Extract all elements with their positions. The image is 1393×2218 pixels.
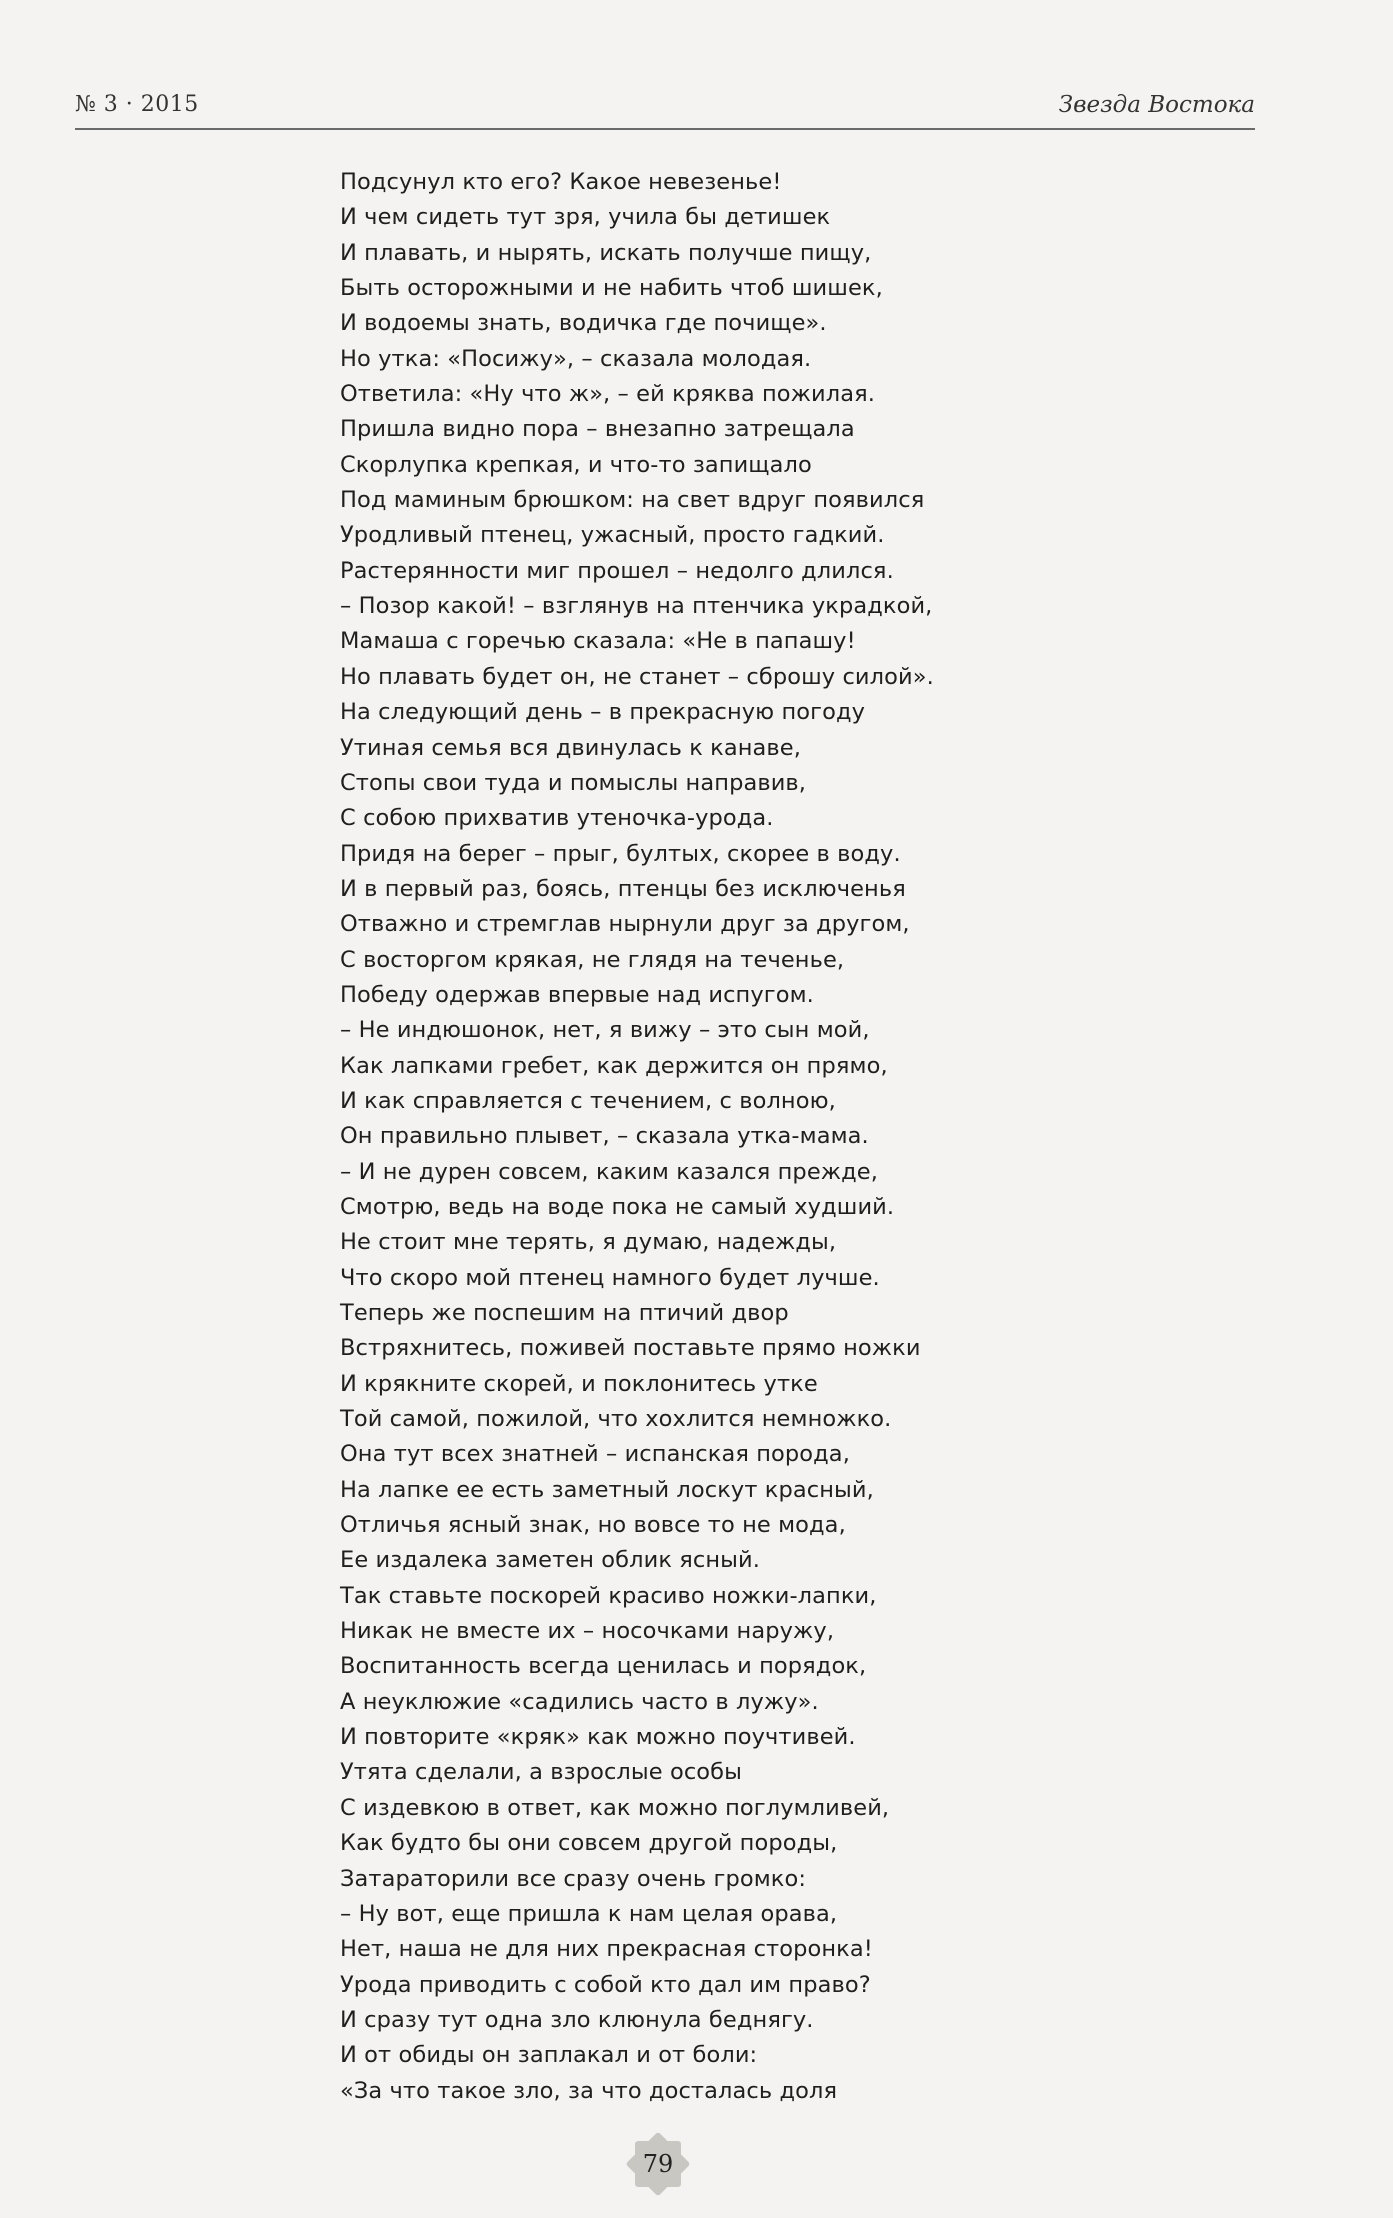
header-rule [75,128,1255,130]
poem-line: Но плавать будет он, не станет – сброшу силой». [340,663,934,690]
poem-line: Он правильно плывет, – сказала утка-мама. [340,1123,869,1150]
poem-line: На следующий день – в прекрасную погоду [340,699,866,726]
poem-line: Растерянности миг прошел – недолго длился. [340,557,894,584]
poem-text [340,165,1020,2109]
poem-line: И в первый раз, боясь, птенцы без исключенья [340,875,906,902]
page-number-badge [623,2129,693,2199]
poem-line: Затараторили все сразу очень громко: [340,1865,807,1892]
poem-line: С издевкою в ответ, как можно поглумливей, [340,1794,890,1821]
poem-line: Подсунул кто его? Какое невезенье! [340,169,782,195]
poem-line: Мамаша с горечью сказала: «Не в папашу! [340,628,856,655]
poem-line: Воспитанность всегда ценилась и порядок, [340,1653,867,1680]
poem-line: Встряхнитесь, поживей поставьте прямо ножки [340,1335,921,1362]
poem-line: Скорлупка крепкая, и что-то запищало [340,451,812,478]
poem-line: Никак не вместе их – носочками наружу, [340,1618,835,1645]
poem-line: Ее издалека заметен облик ясный. [340,1547,761,1574]
poem-line: И сразу тут одна зло клюнула беднягу. [340,2006,814,2033]
poem-line: Победу одержав впервые над испугом. [340,981,814,1008]
poem-line: – Позор какой! – взглянув на птенчика украдкой, [340,593,933,620]
poem-line: И от обиды он заплакал и от боли: [340,2042,758,2069]
poem-line: И повторите «кряк» как можно поучтивей. [340,1724,856,1751]
running-header [75,92,1255,132]
poem-line: Утиная семья вся двинулась к канаве, [340,734,801,761]
poem-line: Пришла видно пора – внезапно затрещала [340,416,855,443]
poem-line: Утята сделали, а взрослые особы [340,1759,743,1786]
poem-line: Но утка: «Посижу», – сказала молодая. [340,345,812,372]
poem-line: Придя на берег – прыг, бултых, скорее в воду. [340,840,901,867]
poem-line: Что скоро мой птенец намного будет лучше. [340,1264,880,1291]
page-number: 79 [642,2150,674,2178]
poem-line: Стопы свои туда и помыслы направив, [340,769,807,796]
poem-line: И водоемы знать, водичка где почище». [340,310,827,337]
issue-number: № 3 · 2015 [75,92,199,117]
poem-line: А неуклюжие «садились часто в лужу». [340,1688,819,1715]
poem-line: И крякните скорей, и поклонитесь утке [340,1370,818,1397]
poem-line: Отличья ясный знак, но вовсе то не мода, [340,1512,846,1539]
poem-line: На лапке ее есть заметный лоскут красный, [340,1476,874,1503]
poem-line: Отважно и стремглав нырнули друг за другом, [340,911,910,938]
poem-line: – Ну вот, еще пришла к нам целая орава, [340,1900,838,1927]
poem-line: И как справляется с течением, с волною, [340,1087,836,1114]
poem-line: Не стоит мне терять, я думаю, надежды, [340,1229,837,1256]
poem-line: – И не дурен совсем, каким казался прежде, [340,1158,878,1185]
poem-line: «За что такое зло, за что досталась доля [340,2077,838,2104]
poem-line: Под маминым брюшком: на свет вдруг появился [340,487,925,514]
poem-line: Уродливый птенец, ужасный, просто гадкий. [340,522,885,549]
poem-line: Она тут всех знатней – испанская порода, [340,1441,850,1468]
poem-line: Быть осторожными и не набить чтоб шишек, [340,275,883,302]
poem-line: С собою прихватив утеночка-урода. [340,805,774,832]
poem-line: И плавать, и нырять, искать получше пищу, [340,239,872,266]
poem-line: – Не индюшонок, нет, я вижу – это сын мой, [340,1017,870,1044]
journal-title: Звезда Востока [1058,92,1255,118]
poem-line: Ответила: «Ну что ж», – ей кряква пожилая. [340,381,876,408]
poem-line: Так ставьте поскорей красиво ножки-лапки, [340,1582,877,1609]
poem-line: Как будто бы они совсем другой породы, [340,1830,838,1857]
poem-line: Как лапками гребет, как держится он прямо, [340,1052,888,1079]
poem-line: Смотрю, ведь на воде пока не самый худший. [340,1193,895,1220]
poem-line: Нет, наша не для них прекрасная сторонка! [340,1936,873,1963]
poem-line: Той самой, пожилой, что хохлится немножко. [340,1406,892,1433]
poem-line: С восторгом крякая, не глядя на теченье, [340,946,845,973]
poem-line: И чем сидеть тут зря, учила бы детишек [340,204,831,231]
poem-line: Теперь же поспешим на птичий двор [340,1300,789,1326]
poem-line: Урода приводить с собой кто дал им право? [340,1971,871,1998]
